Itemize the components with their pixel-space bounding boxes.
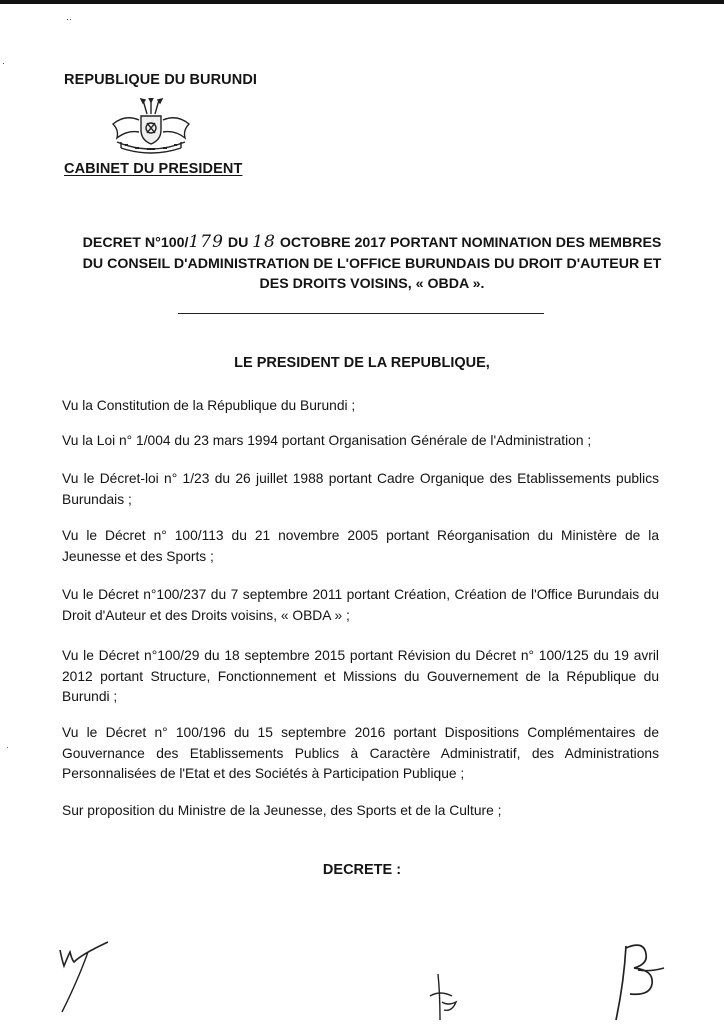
signature-initials bbox=[608, 940, 668, 1022]
visa-paragraph: Vu le Décret n°100/29 du 18 septembre 2015 portant Révision du Décret n° 100/125 du 19 avril 2012 portant Structure, Fonctionnement et Missions du Gouvernement de la République du Burundi ; bbox=[62, 648, 659, 704]
decree-title-line-2: DU CONSEIL D'ADMINISTRATION DE L'OFFICE BURUNDAIS DU DROIT D'AUTEUR ET bbox=[82, 255, 662, 272]
country-heading: REPUBLIQUE DU BURUNDI bbox=[64, 72, 258, 88]
decree-title bbox=[52, 232, 692, 295]
title-divider bbox=[178, 313, 544, 314]
president-heading: LE PRESIDENT DE LA REPUBLIQUE, bbox=[234, 355, 490, 371]
scan-speck: · bbox=[2, 58, 5, 68]
visa-paragraph: Vu le Décret-loi n° 1/23 du 26 juillet 1988 portant Cadre Organique des Etablissements publics Burundais ; bbox=[62, 471, 659, 507]
decrete-heading: DECRETE : bbox=[322, 862, 402, 878]
signature-initials bbox=[54, 936, 114, 1016]
scan-speck: · bbox=[6, 742, 9, 752]
coat-of-arms-emblem bbox=[103, 98, 199, 156]
scan-top-border bbox=[0, 0, 724, 4]
cabinet-heading: CABINET DU PRESIDENT bbox=[64, 161, 243, 177]
visa-paragraph: Vu le Décret n° 100/196 du 15 septembre 2016 portant Dispositions Complémentaires de Gouvernance des Etablissements Publics à Caractère Administratif, des Administrations Personnalisées de l'Etat et des Sociétés à Participation Publique ; bbox=[62, 725, 659, 781]
decree-title-rest: OCTOBRE 2017 PORTANT NOMINATION DES MEMBRES bbox=[275, 235, 662, 251]
visa-paragraph: Vu le Décret n° 100/113 du 21 novembre 2005 portant Réorganisation du Ministère de la Jeunesse et des Sports ; bbox=[62, 528, 659, 564]
decree-prefix: DECRET N°100/ bbox=[82, 235, 189, 251]
decree-day-handwritten: 18 bbox=[252, 232, 276, 252]
proposal-paragraph: Sur proposition du Ministre de la Jeunesse, des Sports et de la Culture ; bbox=[62, 803, 502, 818]
decree-number-handwritten: 179 bbox=[188, 232, 224, 252]
decree-title-line-1 bbox=[52, 232, 692, 254]
visa-paragraph: Vu le Décret n°100/237 du 7 septembre 2011 portant Création, Création de l'Office Burundais du Droit d'Auteur et des Droits voisins, « OBDA » ; bbox=[62, 587, 659, 623]
decree-title-line-3: DES DROITS VOISINS, « OBDA ». bbox=[259, 276, 485, 292]
scan-speck: ·· bbox=[66, 14, 72, 24]
signature-initials bbox=[424, 972, 464, 1024]
visa-paragraph: Vu la Constitution de la République du Burundi ; bbox=[62, 398, 356, 413]
visa-paragraph: Vu la Loi n° 1/004 du 23 mars 1994 portant Organisation Générale de l'Administration ; bbox=[62, 433, 592, 448]
decree-du: DU bbox=[223, 235, 253, 251]
